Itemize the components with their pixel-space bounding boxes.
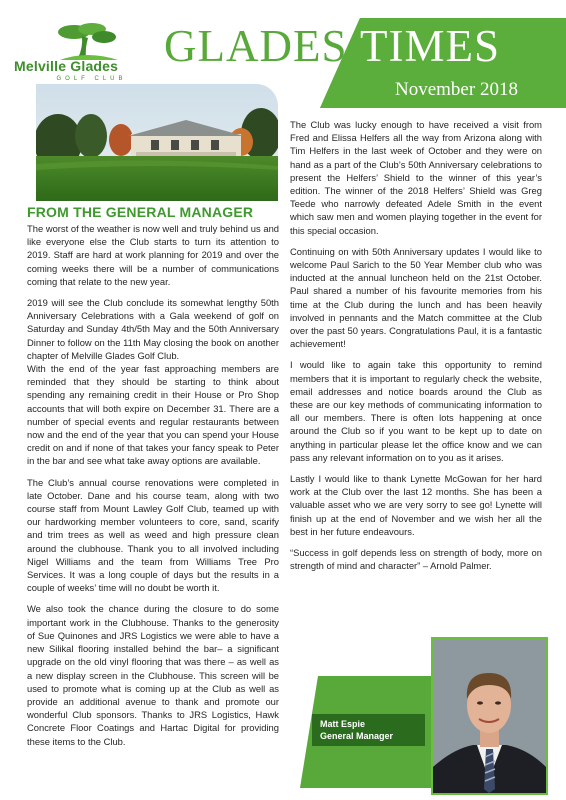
quote-paragraph: “Success in golf depends less on strength of body, more on strength of mind and character” – Arnold Palmer.: [290, 547, 542, 572]
article-paragraph: Lastly I would like to thank Lynette McGowan for her hard work at the Club over the last 12 months. She has been a valuable asset who we are very sorry to see go! Lynette will finish up at the end of November and we wish her all the best in her future endeavours.: [290, 473, 542, 537]
portrait-caption: [312, 714, 425, 746]
caption-role: General Manager: [320, 731, 394, 741]
article-paragraph: The Club’s annual course renovations were completed in late October. Dane and his course team, along with two course staff from Mount Lawley Golf Club, teamed up with our hardworking member volunteers to core, sand, scarify and trim trees as well as weed and high pressure clean around the clubhouse. Thank you to all involved including Nigel Williams and the team from Williams Tree Pro Services. It was a long couple of days but the results in a couple of weeks’ time will no doubt be worth it.: [27, 476, 279, 594]
caption-name: Matt Espie: [320, 719, 366, 729]
logo-subtitle: GOLF CLUB: [56, 76, 127, 82]
masthead-title-glades: GLADES: [164, 21, 348, 71]
article-paragraph: The Club was lucky enough to have received a visit from Fred and Elissa Helfers all the way from Arizona along with Tim Helfers in the last week of October and they were on hand as a part of the Club’s 50th Anniversary celebrations to present the Helfers’ Shield to the winner of this year’s edition. The winner of the 2018 Helfers’ Shield was Greg Teede who narrowly defeated Adele Smith in the event which saw men and women playing together in the event for this special occasion.: [290, 119, 542, 236]
logo-name: Melville Glades: [14, 58, 119, 74]
club-logo: [14, 20, 164, 82]
article-paragraph: 2019 will see the Club conclude its somewhat lengthy 50th Anniversary Celebrations with a Gala weekend of golf on Saturday and Sunday 4th/5th May and the 50th Anniversary Dinner to follow on the 11th May closing the book on another chapter of Melville Glades Golf Club.: [27, 297, 279, 361]
general-manager-portrait: [431, 637, 548, 795]
article-paragraph: With the end of the year fast approaching members are reminded that they should be starting to think about spending any remaining credit in their House or Pro Shop accounts that will both expire on December 31. There are a number of special events and regular restaurants between now and the end of the year that you can spend your House credit on and if none of that takes your fancy speak to Peter in the bar and see what take away options are available.: [27, 363, 279, 467]
section-heading-general-manager: FROM THE GENERAL MANAGER: [27, 204, 254, 220]
masthead-title-times: TIMES: [360, 21, 500, 71]
article-paragraph: The worst of the weather is now well and truly behind us and like everyone else the Club starts to turn its attention to 2019. Staff are hard at work planning for 2019 and over the coming weeks there will be a number of communications coming that relate to the new year.: [27, 223, 279, 287]
left-column: [27, 222, 279, 756]
clubhouse-photo: [36, 84, 278, 201]
article-paragraph: Continuing on with 50th Anniversary updates I would like to welcome Paul Sarich to the 50 Year Member club who was inducted at the annual luncheon held on the 21st October. Paul shared a number of his favourite memories from his time at the Club during the lunch and has been heavily involved in pennants and the Match committee at the Club over the past 50 years. Congratulations Paul, it is a fantastic achievement!: [290, 245, 542, 350]
issue-date: November 2018: [395, 79, 518, 100]
right-column: [290, 118, 542, 581]
tree-logo-icon: [52, 20, 122, 62]
article-paragraph: We also took the chance during the closure to do some important work in the Clubhouse. Thanks to the generosity of Sue Quinones and JRS Logistics we were able to have a new Silikal flooring installed behind the bar– a significant upgrade on the old vinyl flooring that was there – as well as a new display screen in the Clubhouse. This screen will be used to promote what is coming up at the Club as well as provide an additional avenue to thank and promote our wonderful Club sponsors. Thanks to JRS Logistics, Hawk Concrete Floor Coatings and Hartac Digital for providing these items to the Club.: [27, 603, 279, 747]
article-paragraph: I would like to again take this opportunity to remind members that it is important to regularly check the website, email addresses and notice boards around the Club as these are our key methods of communicating information to all our members. There is often lots happening at once around the Club so if you want to be kept up to date on anything in particular please let the office know and we can pass any relevant information on to you as it arises.: [290, 359, 542, 463]
